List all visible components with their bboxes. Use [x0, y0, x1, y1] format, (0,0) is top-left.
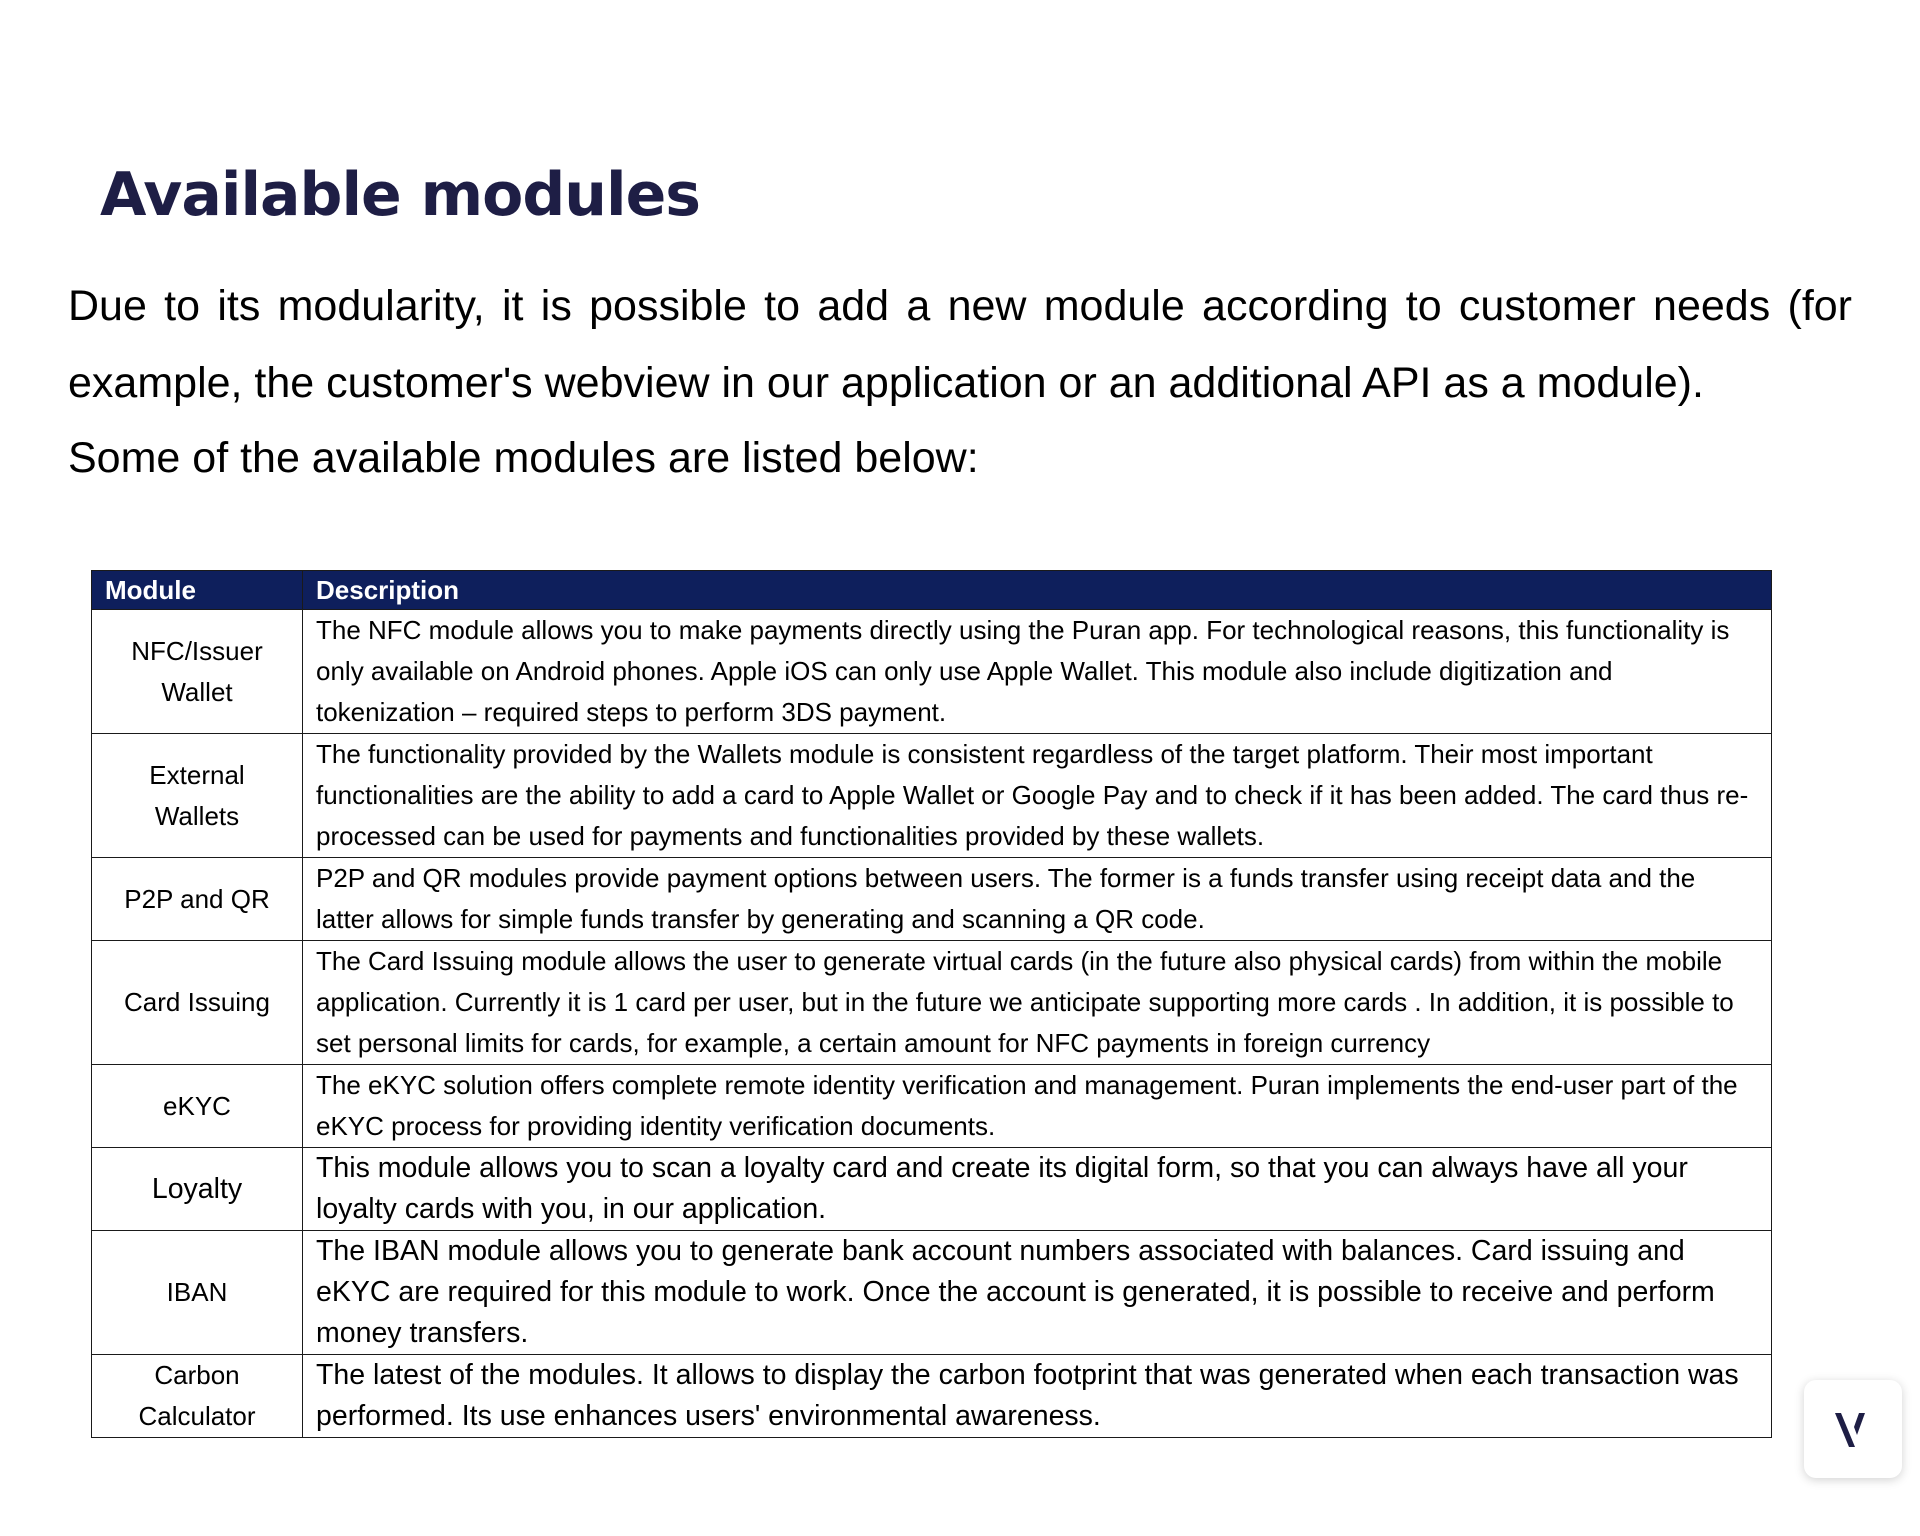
- table-row: [92, 941, 1772, 1065]
- module-description: The functionality provided by the Wallets module is consistent regardless of the target platform. Their most important functionalities are the ability to add a card to Apple Wallet or Google Pay and to check if it has been added. The card thus re-processed can be used for payments and functionalities provided by these wallets.: [303, 734, 1772, 858]
- table-row: [92, 1148, 1772, 1231]
- module-name: NFC/Issuer Wallet: [92, 610, 303, 734]
- module-description: The eKYC solution offers complete remote identity verification and management. Puran implements the end-user part of the eKYC process for providing identity verification documents.: [303, 1065, 1772, 1148]
- module-name: Loyalty: [92, 1148, 303, 1231]
- module-description: The Card Issuing module allows the user to generate virtual cards (in the future also physical cards) from within the mobile application. Currently it is 1 card per user, but in the future we anticipate supporting more cards . In addition, it is possible to set personal limits for cards, for example, a certain amount for NFC payments in foreign currency: [303, 941, 1772, 1065]
- module-name: Card Issuing: [92, 941, 303, 1065]
- module-description: P2P and QR modules provide payment options between users. The former is a funds transfer using receipt data and the latter allows for simple funds transfer by generating and scanning a QR code.: [303, 858, 1772, 941]
- module-description: The NFC module allows you to make payments directly using the Puran app. For technological reasons, this functionality is only available on Android phones. Apple iOS can only use Apple Wallet. This module also include digitization and tokenization – required steps to perform 3DS payment.: [303, 610, 1772, 734]
- table-row: [92, 1231, 1772, 1355]
- module-name: External Wallets: [92, 734, 303, 858]
- lead-sentence: Some of the available modules are listed below:: [68, 434, 979, 482]
- module-name: Carbon Calculator: [92, 1355, 303, 1438]
- module-name: IBAN: [92, 1231, 303, 1355]
- modules-table: [91, 570, 1772, 1438]
- module-column-header: Module: [92, 571, 303, 610]
- table-row: [92, 1355, 1772, 1438]
- table-row: [92, 734, 1772, 858]
- table-header-row: [92, 571, 1772, 610]
- module-name: eKYC: [92, 1065, 303, 1148]
- module-description: This module allows you to scan a loyalty card and create its digital form, so that you can always have all your loyalty cards with you, in our application.: [303, 1148, 1772, 1231]
- table-row: [92, 610, 1772, 734]
- description-column-header: Description: [303, 571, 1772, 610]
- logo-badge[interactable]: [1804, 1380, 1902, 1478]
- table-row: [92, 858, 1772, 941]
- module-description: The IBAN module allows you to generate bank account numbers associated with balances. Card issuing and eKYC are required for this module to work. Once the account is generated, it is possible to receive and perform money transfers.: [303, 1231, 1772, 1355]
- module-description: The latest of the modules. It allows to display the carbon footprint that was generated when each transaction was performed. Its use enhances users' environmental awareness.: [303, 1355, 1772, 1438]
- intro-paragraph: Due to its modularity, it is possible to add a new module according to customer needs (for example, the customer's webview in our application or an additional API as a module).: [68, 282, 1852, 407]
- table-row: [92, 1065, 1772, 1148]
- page-title: Available modules: [100, 160, 700, 230]
- module-name: P2P and QR: [92, 858, 303, 941]
- v-logo-icon: [1831, 1407, 1875, 1451]
